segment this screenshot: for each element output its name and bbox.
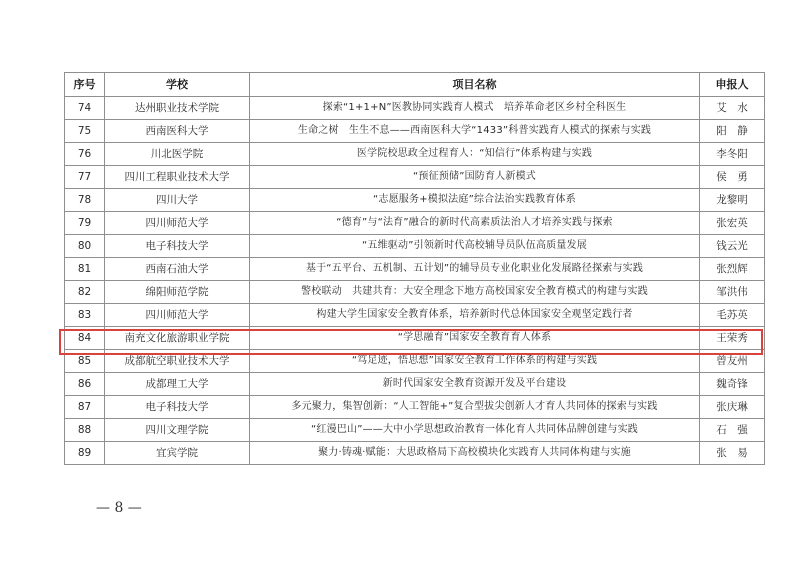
cell-project: 警校联动 共建共育：大安全理念下地方高校国家安全教育模式的构建与实践 <box>250 281 700 304</box>
cell-number: 85 <box>65 350 105 373</box>
cell-school: 四川师范大学 <box>105 212 250 235</box>
table-row <box>65 143 765 166</box>
cell-number: 87 <box>65 396 105 419</box>
cell-applicant: 张 易 <box>700 442 765 465</box>
cell-school: 电子科技大学 <box>105 396 250 419</box>
header-applicant: 申报人 <box>700 73 765 97</box>
cell-number: 86 <box>65 373 105 396</box>
cell-number: 83 <box>65 304 105 327</box>
cell-school: 川北医学院 <box>105 143 250 166</box>
cell-project: 医学院校思政全过程育人：“知信行”体系构建与实践 <box>250 143 700 166</box>
header-project-name: 项目名称 <box>250 73 700 97</box>
cell-applicant: 侯 勇 <box>700 166 765 189</box>
table-header-row <box>65 73 765 97</box>
cell-number: 79 <box>65 212 105 235</box>
cell-school: 成都航空职业技术大学 <box>105 350 250 373</box>
cell-applicant: 毛苏英 <box>700 304 765 327</box>
table-row <box>65 350 765 373</box>
cell-number: 88 <box>65 419 105 442</box>
cell-project: “志愿服务+模拟法庭”综合法治实践教育体系 <box>250 189 700 212</box>
cell-number: 76 <box>65 143 105 166</box>
cell-applicant: 李冬阳 <box>700 143 765 166</box>
cell-applicant: 艾 水 <box>700 97 765 120</box>
cell-project: 聚力·铸魂·赋能：大思政格局下高校模块化实践育人共同体构建与实施 <box>250 442 700 465</box>
header-school: 学校 <box>105 73 250 97</box>
table-row-highlighted <box>65 327 765 350</box>
cell-project: “五维驱动”引领新时代高校辅导员队伍高质量发展 <box>250 235 700 258</box>
cell-number: 84 <box>65 327 105 350</box>
project-table <box>64 72 765 465</box>
cell-project: 新时代国家安全教育资源开发及平台建设 <box>250 373 700 396</box>
cell-school: 宜宾学院 <box>105 442 250 465</box>
cell-applicant: 魏奇锋 <box>700 373 765 396</box>
table-row <box>65 235 765 258</box>
cell-number: 80 <box>65 235 105 258</box>
cell-applicant: 龙黎明 <box>700 189 765 212</box>
cell-applicant: 石 强 <box>700 419 765 442</box>
cell-project: “预征预储”国防育人新模式 <box>250 166 700 189</box>
table-row <box>65 419 765 442</box>
cell-applicant: 张烈辉 <box>700 258 765 281</box>
cell-number: 82 <box>65 281 105 304</box>
cell-school: 电子科技大学 <box>105 235 250 258</box>
cell-school: 南充文化旅游职业学院 <box>105 327 250 350</box>
table-row <box>65 212 765 235</box>
cell-school: 四川文理学院 <box>105 419 250 442</box>
cell-school: 西南医科大学 <box>105 120 250 143</box>
cell-project: “红漫巴山”——大中小学思想政治教育一体化育人共同体品牌创建与实践 <box>250 419 700 442</box>
cell-school: 四川工程职业技术大学 <box>105 166 250 189</box>
cell-number: 74 <box>65 97 105 120</box>
header-number: 序号 <box>65 73 105 97</box>
cell-project: 多元聚力，集智创新：“人工智能+”复合型拔尖创新人才育人共同体的探索与实践 <box>250 396 700 419</box>
table-row <box>65 442 765 465</box>
cell-school: 绵阳师范学院 <box>105 281 250 304</box>
cell-project: “笃足迹，悟思想”国家安全教育工作体系的构建与实践 <box>250 350 700 373</box>
cell-applicant: 阳 静 <box>700 120 765 143</box>
cell-school: 达州职业技术学院 <box>105 97 250 120</box>
cell-number: 77 <box>65 166 105 189</box>
cell-applicant: 王荣秀 <box>700 327 765 350</box>
table-row <box>65 189 765 212</box>
cell-number: 81 <box>65 258 105 281</box>
table-row <box>65 258 765 281</box>
cell-school: 成都理工大学 <box>105 373 250 396</box>
cell-number: 78 <box>65 189 105 212</box>
cell-applicant: 张宏英 <box>700 212 765 235</box>
table-row <box>65 281 765 304</box>
cell-project: 基于“五平台、五机制、五计划”的辅导员专业化职业化发展路径探索与实践 <box>250 258 700 281</box>
cell-applicant: 邹洪伟 <box>700 281 765 304</box>
cell-school: 四川大学 <box>105 189 250 212</box>
cell-applicant: 张庆琳 <box>700 396 765 419</box>
cell-project: “学思融育”国家安全教育育人体系 <box>250 327 700 350</box>
cell-school: 西南石油大学 <box>105 258 250 281</box>
cell-project: “德育”与“法育”融合的新时代高素质法治人才培养实践与探索 <box>250 212 700 235</box>
table-row <box>65 396 765 419</box>
cell-number: 89 <box>65 442 105 465</box>
cell-number: 75 <box>65 120 105 143</box>
cell-project: 构建大学生国家安全教育体系，培养新时代总体国家安全观坚定践行者 <box>250 304 700 327</box>
cell-applicant: 钱云光 <box>700 235 765 258</box>
table-row <box>65 97 765 120</box>
table-row <box>65 304 765 327</box>
table-row <box>65 166 765 189</box>
page-number: — 8 — <box>96 500 142 516</box>
cell-applicant: 曾友州 <box>700 350 765 373</box>
cell-school: 四川师范大学 <box>105 304 250 327</box>
table-row <box>65 373 765 396</box>
cell-project: 生命之树 生生不息——西南医科大学“1433”科普实践育人模式的探索与实践 <box>250 120 700 143</box>
cell-project: 探索“1+1+N”医教协同实践育人模式 培养革命老区乡村全科医生 <box>250 97 700 120</box>
table-row <box>65 120 765 143</box>
